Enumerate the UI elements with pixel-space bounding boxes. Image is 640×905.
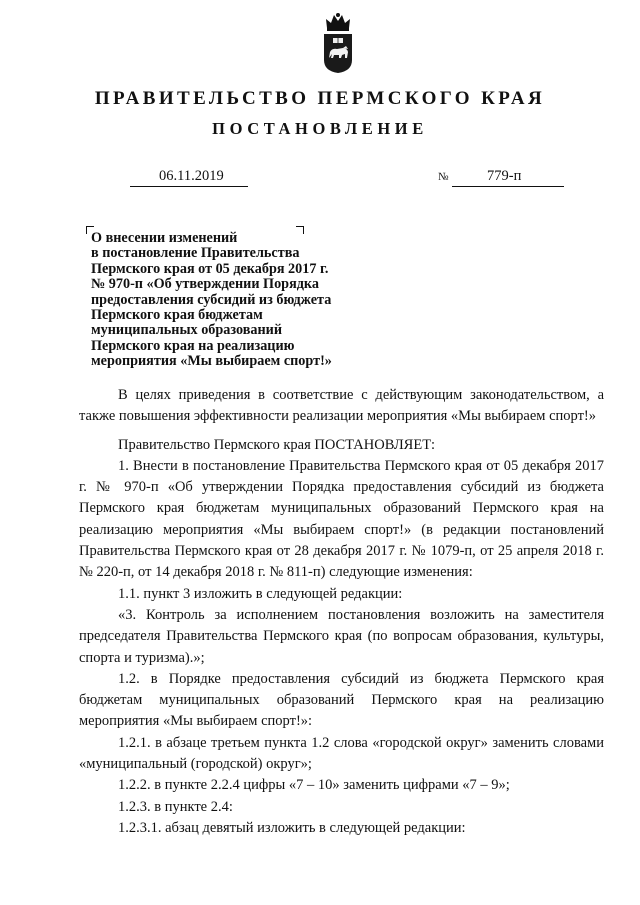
preamble-paragraph: В целях приведения в соответствие с действующим законодательством, а также повышения эффективности реализации мероприятия «Мы выбираем спорт!» xyxy=(79,387,604,425)
clause-1-1: 1.1. пункт 3 изложить в следующей редакции: xyxy=(118,585,403,602)
clause-1-2-3: 1.2.3. в пункте 2.4: xyxy=(118,798,233,815)
document-date: 06.11.2019 xyxy=(159,168,224,184)
document-type-heading: ПОСТАНОВЛЕНИЕ xyxy=(212,119,428,138)
clause-1-2-2: 1.2.2. в пункте 2.2.4 цифры «7 – 10» заменить цифрами «7 – 9»; xyxy=(118,777,510,794)
subject-line: Пермского края на реализацию xyxy=(91,337,295,354)
document-number: 779-п xyxy=(487,168,522,184)
subject-line: в постановление Правительства xyxy=(91,245,300,262)
clause-1-2-3-1: 1.2.3.1. абзац девятый изложить в следующей редакции: xyxy=(118,819,466,836)
document-number-field xyxy=(452,168,564,187)
number-sign: № xyxy=(438,171,449,183)
subject-line: предоставления субсидий из бюджета xyxy=(91,291,332,308)
clause-1-2: 1.2. в Порядке предоставления субсидий из бюджета Пермского края бюджетам муниципальных образований Пермского края на реализацию мероприятия «Мы выбираем спорт!»: xyxy=(79,670,604,730)
clause-1: 1. Внести в постановление Правительства Пермского края от 05 декабря 2017 г. № 970-п «Об утверждении Порядка предоставления субсидий из бюджета Пермского края бюджетам муниципальных образований Пермского края на реализацию мероприятия «Мы выбираем спорт!» (в редакции постановлений Правительства Пермского края от 28 декабря 2017 г. № 1079-п, от 25 апреля 2018 г. № 220-п, от 14 декабря 2018 г. № 811-п) следующие изменения: xyxy=(79,457,604,581)
subject-line: № 970-п «Об утверждении Порядка xyxy=(91,276,319,293)
subject-line: муниципальных образований xyxy=(91,322,283,339)
subject-line: О внесении изменений xyxy=(91,230,238,246)
subject-line: Пермского края бюджетам xyxy=(91,307,263,324)
resolution-statement: Правительство Пермского края ПОСТАНОВЛЯЕТ: xyxy=(118,436,436,453)
subject-line: Пермского края от 05 декабря 2017 г. xyxy=(91,260,329,277)
subject-line: мероприятия «Мы выбираем спорт!» xyxy=(91,353,332,370)
clause-1-2-1: 1.2.1. в абзаце третьем пункта 1.2 слова «городской округ» заменить словами «муниципальный (городской) округ»; xyxy=(79,734,604,773)
document-date-field xyxy=(130,168,248,187)
clause-1-1-text: «3. Контроль за исполнением постановления возложить на заместителя председателя Правительства Пермского края (по вопросам образования, культуры, спорта и туризма).»; xyxy=(79,606,604,666)
document-subject xyxy=(91,231,332,370)
coat-of-arms-icon xyxy=(321,12,355,74)
document-body xyxy=(79,385,604,839)
organization-title: ПРАВИТЕЛЬСТВО ПЕРМСКОГО КРАЯ xyxy=(94,88,546,109)
